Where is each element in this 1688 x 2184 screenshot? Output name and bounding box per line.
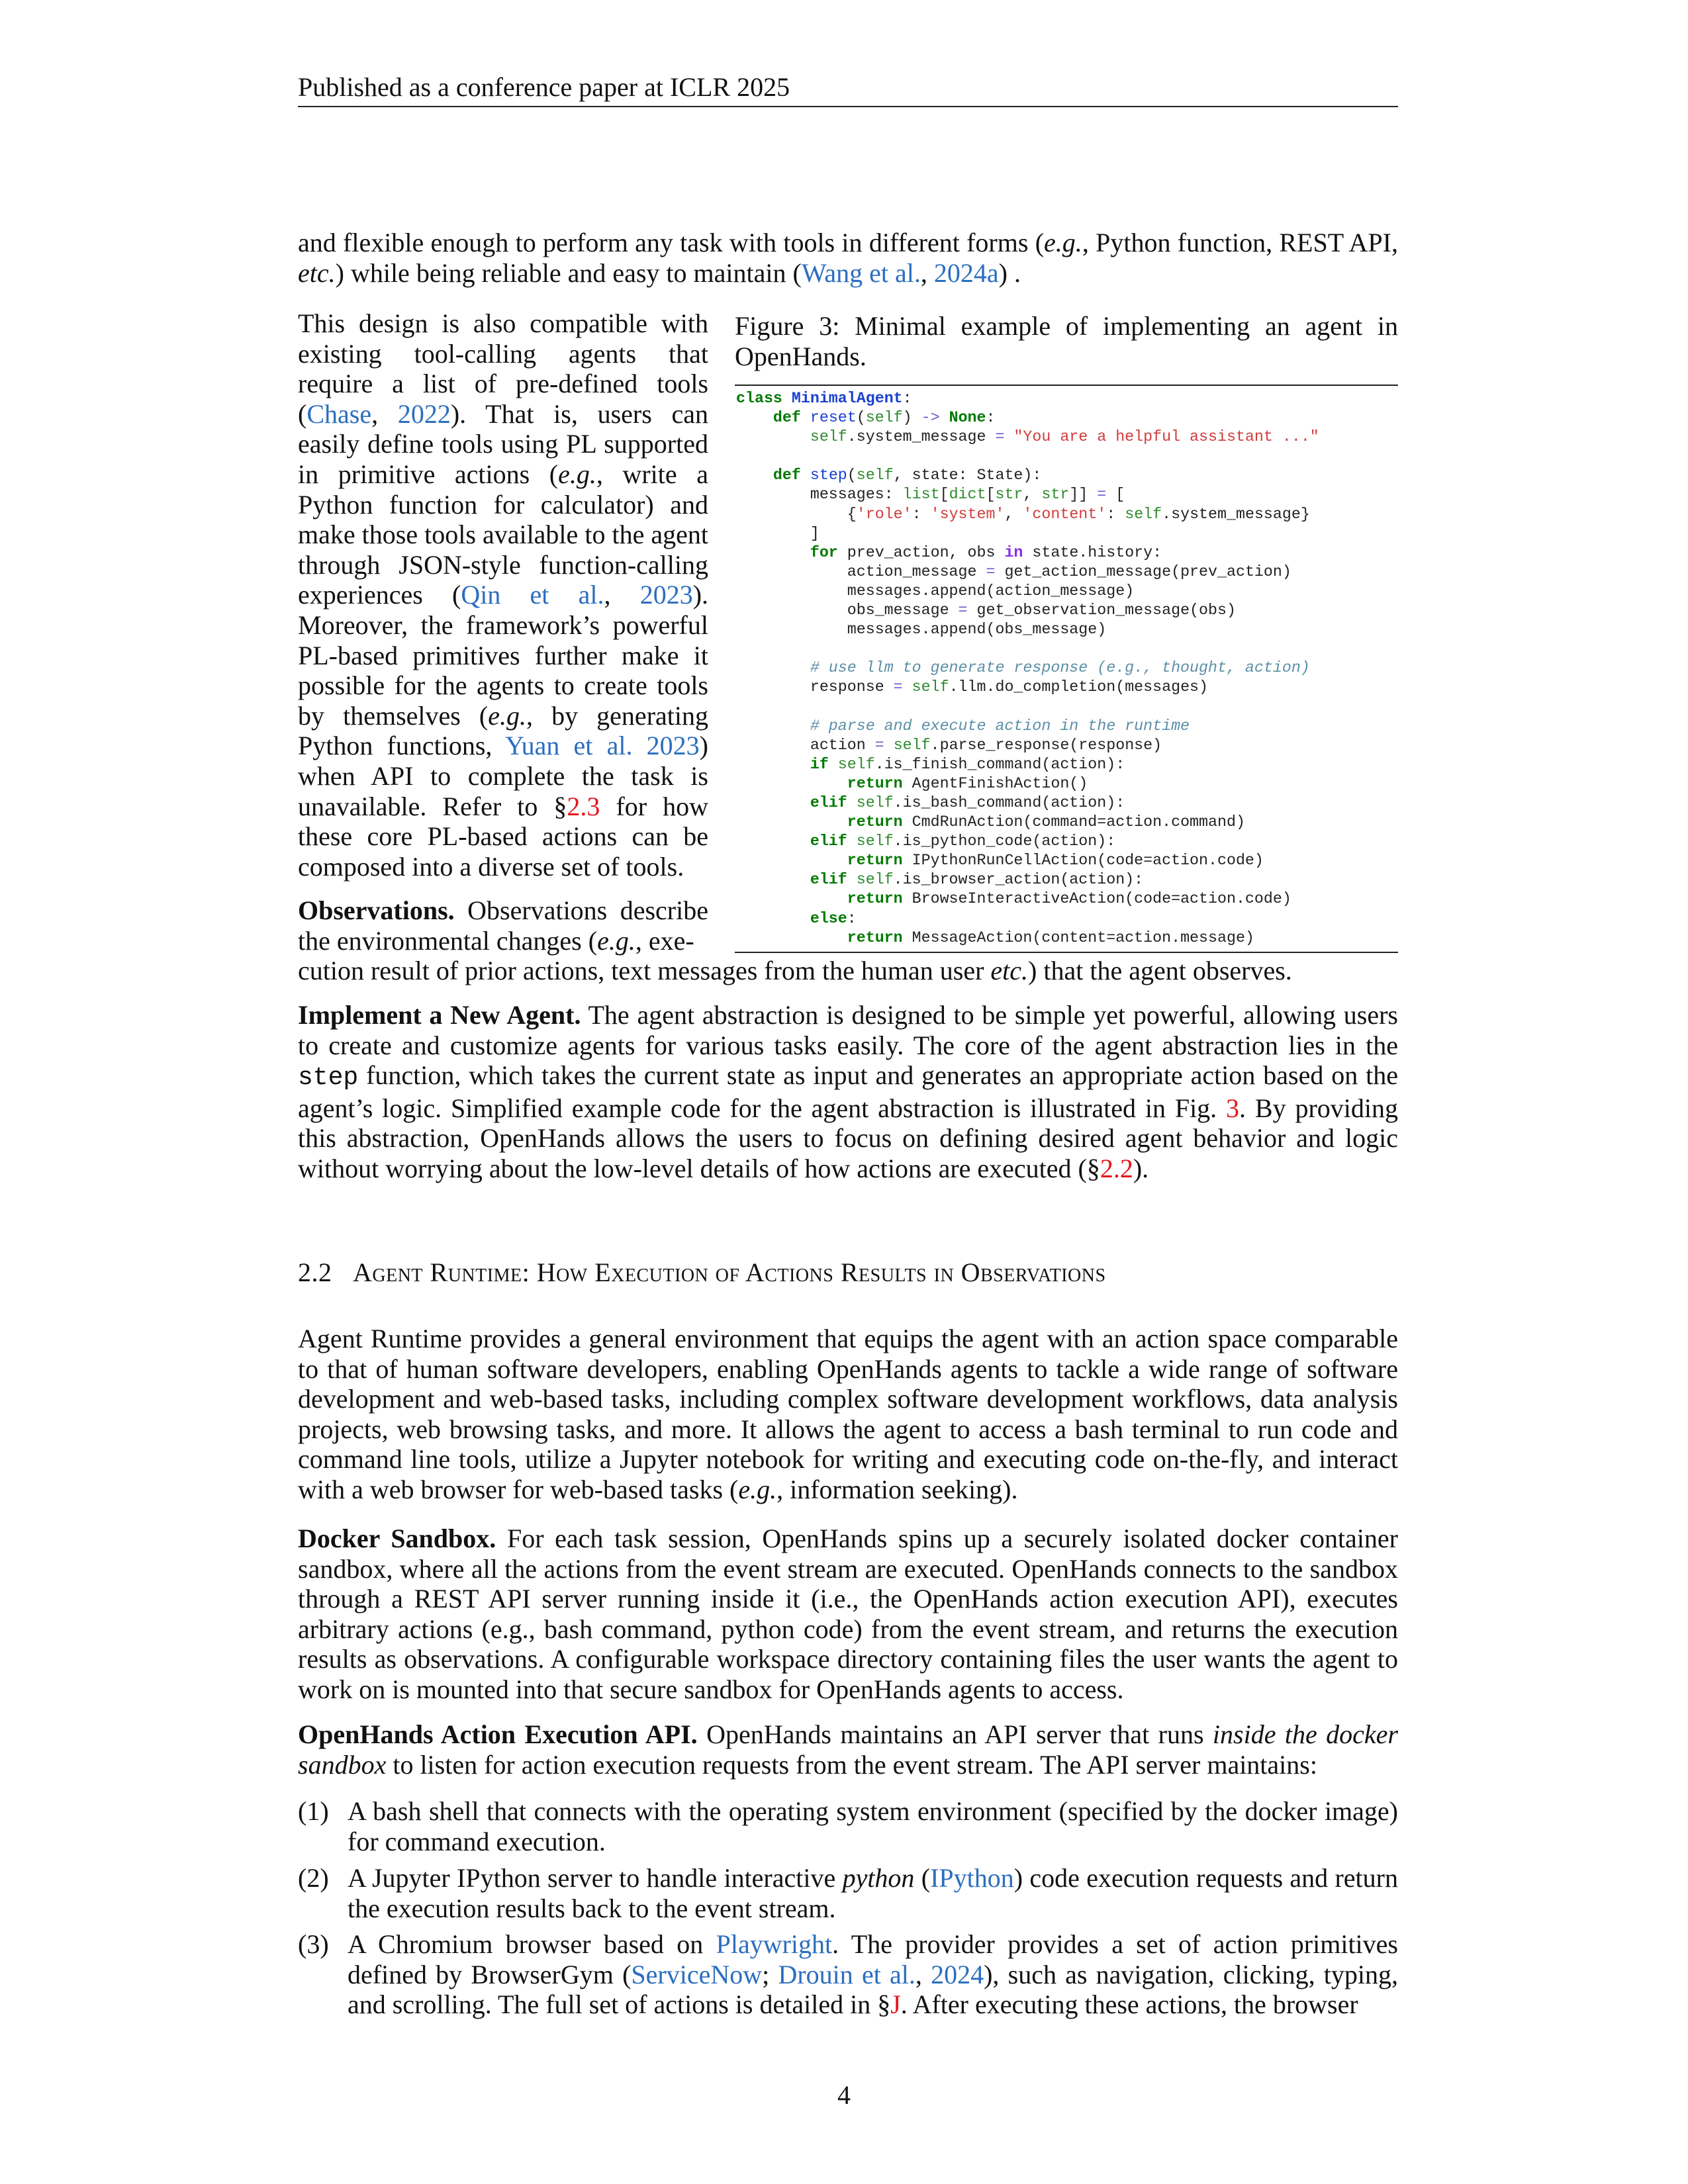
observations-paragraph-end: cution result of prior actions, text messages from the human user etc.) that the agent observes.	[298, 956, 1292, 985]
code-line: {'role': 'system', 'content': self.system_message}	[736, 505, 1310, 523]
code-line	[736, 639, 1398, 659]
code-line: self.system_message = "You are a helpful assistant ..."	[810, 428, 1319, 446]
page-number: 4	[837, 2080, 851, 2110]
code-line: return IPythonRunCellAction(code=action.code)	[847, 852, 1264, 870]
code-line: messages.append(obs_message)	[736, 621, 1107, 639]
citation-link[interactable]: Qin et al.	[461, 580, 604, 610]
figure-bottom-rule	[735, 952, 1398, 953]
code-line: return AgentFinishAction()	[847, 774, 1088, 792]
figure-top-rule	[735, 385, 1398, 386]
citation-link[interactable]: 2024a	[933, 257, 999, 288]
citation-link[interactable]: ServiceNow	[631, 1959, 763, 1989]
api-components-list	[298, 1796, 1398, 2020]
appendix-ref-link[interactable]: J	[890, 1989, 901, 2020]
list-item: (2) A Jupyter IPython server to handle interactive python (IPython) code execution requests and return the execution results back to the event stream.	[298, 1863, 1398, 1923]
citation-link[interactable]: 2023	[639, 580, 693, 610]
implement-agent-paragraph: Implement a New Agent. The agent abstraction is designed to be simple yet powerful, allowing users to create and customize agents for various tasks easily. The core of the agent abstraction lies in the step function, which takes the current state as input and generates an appropriate action based on the agent’s logic. Simplified example code for the agent abstraction is illustrated in Fig. 3. By providing this abstraction, OpenHands allows the users to focus on defining desired agent behavior and logic without worrying about the low-level details of how actions are executed (§2.2).	[298, 1000, 1398, 1183]
code-line: return BrowseInteractiveAction(code=action.code)	[847, 890, 1291, 908]
citation-link[interactable]: Wang et al.	[801, 257, 921, 288]
observations-heading: Observations.	[298, 895, 455, 925]
figure-caption: Figure 3: Minimal example of implementing an agent in OpenHands.	[735, 311, 1398, 371]
code-line: elif self.is_bash_command(action):	[810, 794, 1125, 811]
figure-ref-link[interactable]: 3	[1226, 1093, 1240, 1123]
list-item: (1) A bash shell that connects with the operating system environment (specified by the docker image) for command execution.	[298, 1796, 1398, 1856]
code-line: ]	[736, 524, 820, 542]
code-line: messages: list[dict[str, str]] = [	[736, 486, 1125, 504]
code-line: return MessageAction(content=action.message)	[847, 929, 1254, 946]
running-header: Published as a conference paper at ICLR 2025	[298, 72, 790, 102]
code-line: def reset(self) -> None:	[773, 409, 996, 427]
code-line: class MinimalAgent:	[736, 390, 912, 407]
code-line	[736, 447, 1398, 466]
code-line	[736, 698, 1398, 717]
inline-code: step	[298, 1064, 359, 1093]
code-line: obs_message = get_observation_message(obs)	[736, 602, 1236, 619]
code-line: else:	[810, 909, 857, 927]
section-heading: 2.2 Agent Runtime: How Execution of Actions Results in Observations	[298, 1257, 1106, 1287]
code-line: return CmdRunAction(command=action.command)	[847, 813, 1245, 831]
code-line: def step(self, state: State):	[773, 467, 1042, 484]
tool-design-paragraph: This design is also compatible with existing tool-calling agents that require a list of pre-defined tools (Chase, 2022). That is, users can easily define tools using PL supported in primitive actions (e.g., write a Python function for calculator) and make those tools available to the agent through JSON-style function-calling experiences (Qin et al., 2023). Moreover, the framework’s powerful PL-based primitives further make it possible for the agents to create tools by themselves (e.g., by generating Python functions, Yuan et al. 2023) when API to complete the task is unavailable. Refer to §2.3 for how these core PL-based actions can be composed into a diverse set of tools.	[298, 308, 709, 882]
code-line: # use llm to generate response (e.g., thought, action)	[810, 659, 1310, 677]
intro-paragraph: and flexible enough to perform any task with tools in different forms (e.g., Python function, REST API, etc.) while being reliable and easy to maintain (Wang et al., 2024a) .	[298, 228, 1398, 288]
section-ref-link[interactable]: 2.3	[567, 791, 600, 821]
citation-link[interactable]: 2022	[397, 398, 451, 429]
code-line: messages.append(action_message)	[736, 582, 1135, 600]
citation-link[interactable]: 2024	[931, 1959, 984, 1989]
citation-link[interactable]: Yuan et al. 2023	[505, 731, 700, 761]
citation-link[interactable]: Chase	[306, 398, 372, 429]
code-listing	[736, 389, 1398, 948]
code-line: response = self.llm.do_completion(messages)	[736, 678, 1209, 696]
code-line: elif self.is_browser_action(action):	[810, 871, 1144, 889]
section-ref-link[interactable]: 2.2	[1100, 1153, 1133, 1183]
implement-heading: Implement a New Agent.	[298, 1000, 581, 1030]
api-heading: OpenHands Action Execution API.	[298, 1719, 698, 1749]
code-line: for prev_action, obs in state.history:	[810, 543, 1162, 561]
code-line: elif self.is_python_code(action):	[810, 833, 1116, 850]
code-line: action_message = get_action_message(prev_action)	[736, 563, 1291, 580]
docker-heading: Docker Sandbox.	[298, 1524, 496, 1553]
docker-sandbox-paragraph: Docker Sandbox. For each task session, OpenHands spins up a securely isolated docker container sandbox, where all the actions from the event stream are executed. OpenHands connects to the sandbox through a REST API server running inside it (i.e., the OpenHands action execution API), executes arbitrary actions (e.g., bash command, python code) from the event stream, and returns the execution results as observations. A configurable workspace directory containing files the user wants the agent to work on is mounted into that secure sandbox for OpenHands agents to access.	[298, 1524, 1399, 1704]
observations-paragraph-start: Observations. Observations describe the environmental changes (e.g., exe-	[298, 895, 708, 956]
execution-api-paragraph: OpenHands Action Execution API. OpenHands maintains an API server that runs inside the docker sandbox to listen for action execution requests from the event stream. The API server maintains:	[298, 1719, 1398, 1780]
citation-link[interactable]: Drouin et al.	[778, 1959, 915, 1989]
list-item: (3) A Chromium browser based on Playwright. The provider provides a set of action primitives defined by BrowserGym (ServiceNow; Drouin et al., 2024), such as navigation, clicking, typing, and scrolling. The full set of actions is detailed in §J. After executing these actions, the browser	[298, 1929, 1398, 2020]
code-line: if self.is_finish_command(action):	[810, 755, 1125, 773]
citation-link[interactable]: IPython	[930, 1863, 1014, 1893]
runtime-paragraph: Agent Runtime provides a general environment that equips the agent with an action space comparable to that of human software developers, enabling OpenHands agents to tackle a wide range of software development and web-based tasks, including complex software development workflows, data analysis projects, web browsing tasks, and more. It allows the agent to access a bash terminal to run code and command line tools, utilize a Jupyter notebook for writing and executing code on-the-fly, and interact with a web browser for web-based tasks (e.g., information seeking).	[298, 1324, 1398, 1504]
code-line: # parse and execute action in the runtime	[810, 717, 1190, 735]
code-line: action = self.parse_response(response)	[736, 736, 1162, 754]
header-rule	[298, 106, 1398, 107]
citation-link[interactable]: Playwright	[716, 1929, 833, 1959]
